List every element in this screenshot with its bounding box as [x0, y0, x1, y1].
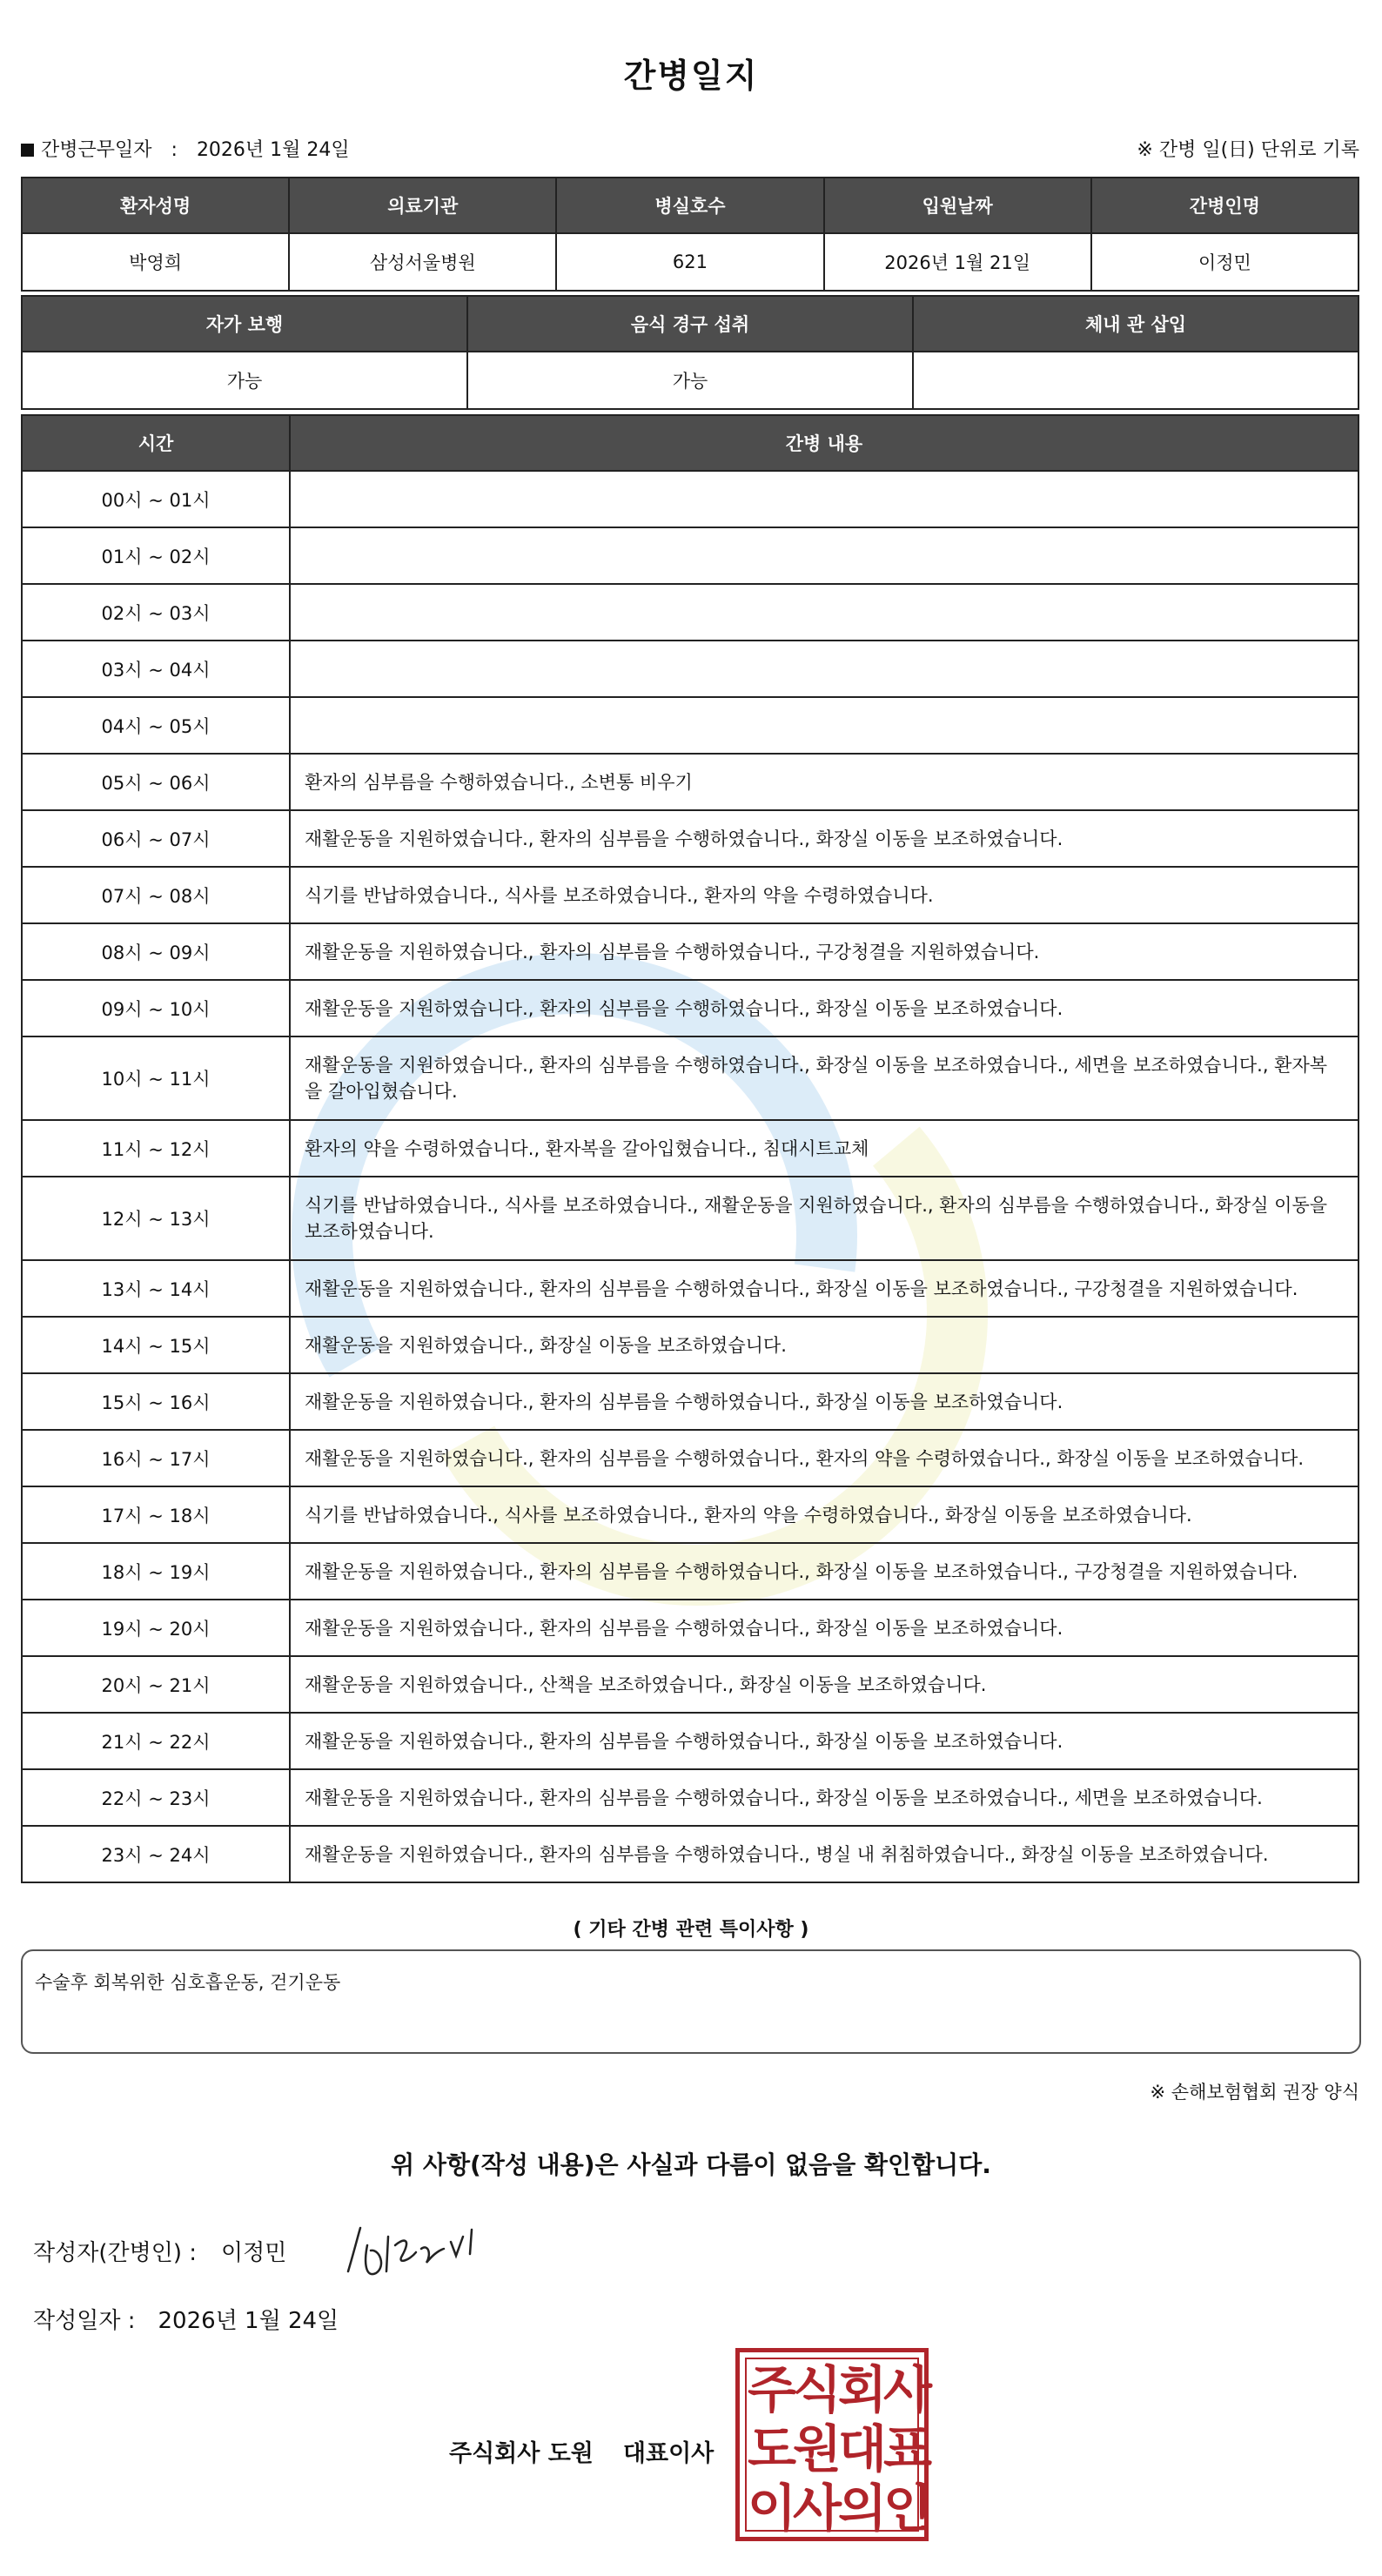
care-log-time: 19시 ~ 20시	[22, 1600, 290, 1656]
care-log-time: 14시 ~ 15시	[22, 1317, 290, 1373]
room-number-value: 621	[556, 233, 823, 291]
written-date-label: 작성일자 :	[33, 2308, 136, 2334]
care-log-row	[22, 1826, 1359, 1882]
remarks-text: 수술후 회복위한 심호흡운동, 걷기운동	[35, 1972, 341, 1993]
patient-info-table	[21, 177, 1359, 292]
care-log-content	[290, 471, 1359, 527]
patient-status-header-row	[22, 296, 1359, 352]
care-log-time: 05시 ~ 06시	[22, 754, 290, 810]
remarks-box	[21, 1949, 1361, 2054]
document-title: 간병일지	[623, 57, 759, 95]
care-log-content: 재활운동을 지원하였습니다., 환자의 심부름을 수행하였습니다., 병실 내 취침하였습니다., 화장실 이동을 보조하였습니다.	[290, 1826, 1359, 1882]
care-log-row	[22, 1769, 1359, 1826]
care-log-row	[22, 867, 1359, 923]
writer-line	[33, 2235, 286, 2267]
care-log-content	[290, 584, 1359, 641]
self-walking-value: 가능	[22, 352, 467, 409]
care-log-time: 01시 ~ 02시	[22, 527, 290, 584]
care-log-time: 00시 ~ 01시	[22, 471, 290, 527]
header-hospital: 의료기관	[289, 178, 556, 233]
confirmation-statement: 위 사항(작성 내용)은 사실과 다름이 없음을 확인합니다.	[391, 2150, 991, 2179]
care-log-row	[22, 1177, 1359, 1260]
care-log-content: 재활운동을 지원하였습니다., 환자의 심부름을 수행하였습니다., 화장실 이동을 보조하였습니다.	[290, 1373, 1359, 1430]
care-log-content: 재활운동을 지원하였습니다., 환자의 심부름을 수행하였습니다., 환자의 약을 수령하였습니다., 화장실 이동을 보조하였습니다.	[290, 1430, 1359, 1486]
care-log-time: 09시 ~ 10시	[22, 980, 290, 1036]
patient-name-value: 박영희	[22, 233, 289, 291]
care-log-time: 22시 ~ 23시	[22, 1769, 290, 1826]
care-log-row	[22, 980, 1359, 1036]
care-log-content: 식기를 반납하였습니다., 식사를 보조하였습니다., 재활운동을 지원하였습니다., 환자의 심부름을 수행하였습니다., 화장실 이동을 보조하였습니다.	[290, 1177, 1359, 1260]
care-log-time: 02시 ~ 03시	[22, 584, 290, 641]
company-seal-stamp	[735, 2348, 929, 2541]
header-admission-date: 입원날짜	[824, 178, 1091, 233]
care-log-row	[22, 584, 1359, 641]
header-time: 시간	[22, 415, 290, 471]
header-patient-name: 환자성명	[22, 178, 289, 233]
header-oral-intake: 음식 경구 섭취	[467, 296, 913, 352]
care-log-row	[22, 697, 1359, 754]
oral-intake-value: 가능	[467, 352, 913, 409]
care-log-content: 재활운동을 지원하였습니다., 환자의 심부름을 수행하였습니다., 화장실 이동을 보조하였습니다., 세면을 보조하였습니다., 환자복을 갈아입혔습니다.	[290, 1036, 1359, 1120]
care-log-time: 16시 ~ 17시	[22, 1430, 290, 1486]
care-log-time: 23시 ~ 24시	[22, 1826, 290, 1882]
care-log-row	[22, 1713, 1359, 1769]
header-room-number: 병실호수	[556, 178, 823, 233]
care-log-content: 재활운동을 지원하였습니다., 환자의 심부름을 수행하였습니다., 화장실 이동을 보조하였습니다., 구강청결을 지원하였습니다.	[290, 1260, 1359, 1317]
care-log-time: 12시 ~ 13시	[22, 1177, 290, 1260]
care-log-time: 13시 ~ 14시	[22, 1260, 290, 1317]
care-log-content: 재활운동을 지원하였습니다., 환자의 심부름을 수행하였습니다., 화장실 이동을 보조하였습니다.	[290, 1713, 1359, 1769]
care-log-row	[22, 1317, 1359, 1373]
care-log-row	[22, 1543, 1359, 1600]
admission-date-value: 2026년 1월 21일	[824, 233, 1091, 291]
care-log-body	[22, 471, 1359, 1882]
tube-insertion-value	[913, 352, 1359, 409]
care-log-row	[22, 923, 1359, 980]
care-log-time: 20시 ~ 21시	[22, 1656, 290, 1713]
care-log-row	[22, 471, 1359, 527]
care-log-row	[22, 754, 1359, 810]
company-name: 주식회사 도원	[449, 2440, 594, 2467]
care-log-time: 03시 ~ 04시	[22, 641, 290, 697]
care-log-time: 21시 ~ 22시	[22, 1713, 290, 1769]
care-log-row	[22, 641, 1359, 697]
care-log-content	[290, 527, 1359, 584]
care-date-label: 간병근무일자	[41, 139, 152, 161]
care-log-row	[22, 810, 1359, 867]
care-log-time: 18시 ~ 19시	[22, 1543, 290, 1600]
seal-text-row-1: 주식회사	[747, 2360, 929, 2419]
care-log-time: 06시 ~ 07시	[22, 810, 290, 867]
header-tube-insertion: 체내 관 삽입	[913, 296, 1359, 352]
care-log-content: 재활운동을 지원하였습니다., 환자의 심부름을 수행하였습니다., 화장실 이동을 보조하였습니다., 세면을 보조하였습니다.	[290, 1769, 1359, 1826]
care-date-separator: :	[171, 139, 178, 161]
care-log-row	[22, 1600, 1359, 1656]
care-log-row	[22, 1486, 1359, 1543]
care-log-time: 17시 ~ 18시	[22, 1486, 290, 1543]
unit-note: ※ 간병 일(日) 단위로 기록	[1137, 139, 1359, 161]
written-date-value: 2026년 1월 24일	[158, 2308, 339, 2334]
company-line	[449, 2434, 714, 2468]
care-log-time: 08시 ~ 09시	[22, 923, 290, 980]
remarks-title: ( 기타 간병 관련 특이사항 )	[573, 1919, 809, 1941]
care-log-time: 10시 ~ 11시	[22, 1036, 290, 1120]
writer-label: 작성자(간병인) :	[33, 2240, 198, 2266]
care-log-time: 04시 ~ 05시	[22, 697, 290, 754]
care-log-row	[22, 1656, 1359, 1713]
care-log-content: 재활운동을 지원하였습니다., 환자의 심부름을 수행하였습니다., 화장실 이동을 보조하였습니다.	[290, 810, 1359, 867]
care-log-time: 07시 ~ 08시	[22, 867, 290, 923]
care-log-content: 재활운동을 지원하였습니다., 환자의 심부름을 수행하였습니다., 화장실 이동을 보조하였습니다., 구강청결을 지원하였습니다.	[290, 1543, 1359, 1600]
header-care-content: 간병 내용	[290, 415, 1359, 471]
care-log-content: 재활운동을 지원하였습니다., 화장실 이동을 보조하였습니다.	[290, 1317, 1359, 1373]
care-log-content: 재활운동을 지원하였습니다., 환자의 심부름을 수행하였습니다., 화장실 이동을 보조하였습니다.	[290, 1600, 1359, 1656]
care-log-content: 재활운동을 지원하였습니다., 환자의 심부름을 수행하였습니다., 화장실 이동을 보조하였습니다.	[290, 980, 1359, 1036]
care-log-row	[22, 1260, 1359, 1317]
care-date-value: 2026년 1월 24일	[196, 139, 350, 161]
care-log-content: 식기를 반납하였습니다., 식사를 보조하였습니다., 환자의 약을 수령하였습니다., 화장실 이동을 보조하였습니다.	[290, 1486, 1359, 1543]
care-log-header-row	[22, 415, 1359, 471]
hospital-value: 삼성서울병원	[289, 233, 556, 291]
insurance-note: ※ 손해보험협회 권장 양식	[1150, 2082, 1359, 2103]
care-log-time: 15시 ~ 16시	[22, 1373, 290, 1430]
seal-text-row-3: 이사의인	[747, 2479, 929, 2538]
representative-title: 대표이사	[622, 2440, 714, 2467]
care-log-content: 식기를 반납하였습니다., 식사를 보조하였습니다., 환자의 약을 수령하였습니다.	[290, 867, 1359, 923]
patient-info-value-row	[22, 233, 1359, 291]
header-caregiver-name: 간병인명	[1091, 178, 1359, 233]
care-log-row	[22, 1430, 1359, 1486]
care-date-line	[21, 135, 350, 162]
care-log-time: 11시 ~ 12시	[22, 1120, 290, 1177]
seal-text-row-2: 도원대표	[747, 2419, 929, 2479]
care-log-row	[22, 1120, 1359, 1177]
seal-inner-border	[745, 2358, 929, 2538]
handwritten-signature	[341, 2210, 489, 2289]
written-date-line	[33, 2303, 339, 2335]
care-log-content	[290, 641, 1359, 697]
care-log-content: 환자의 약을 수령하였습니다., 환자복을 갈아입혔습니다., 침대시트교체	[290, 1120, 1359, 1177]
patient-info-header-row	[22, 178, 1359, 233]
care-log-row	[22, 1373, 1359, 1430]
caregiver-name-value: 이정민	[1091, 233, 1359, 291]
care-log-content: 재활운동을 지원하였습니다., 환자의 심부름을 수행하였습니다., 구강청결을 지원하였습니다.	[290, 923, 1359, 980]
patient-status-value-row	[22, 352, 1359, 409]
care-log-table	[21, 414, 1359, 1883]
header-self-walking: 자가 보행	[22, 296, 467, 352]
writer-name: 이정민	[221, 2240, 287, 2266]
care-log-row	[22, 1036, 1359, 1120]
care-log-content	[290, 697, 1359, 754]
care-log-row	[22, 527, 1359, 584]
care-log-content: 환자의 심부름을 수행하였습니다., 소변통 비우기	[290, 754, 1359, 810]
square-bullet-icon	[21, 144, 34, 157]
patient-status-table	[21, 295, 1359, 410]
care-log-content: 재활운동을 지원하였습니다., 산책을 보조하였습니다., 화장실 이동을 보조하였습니다.	[290, 1656, 1359, 1713]
